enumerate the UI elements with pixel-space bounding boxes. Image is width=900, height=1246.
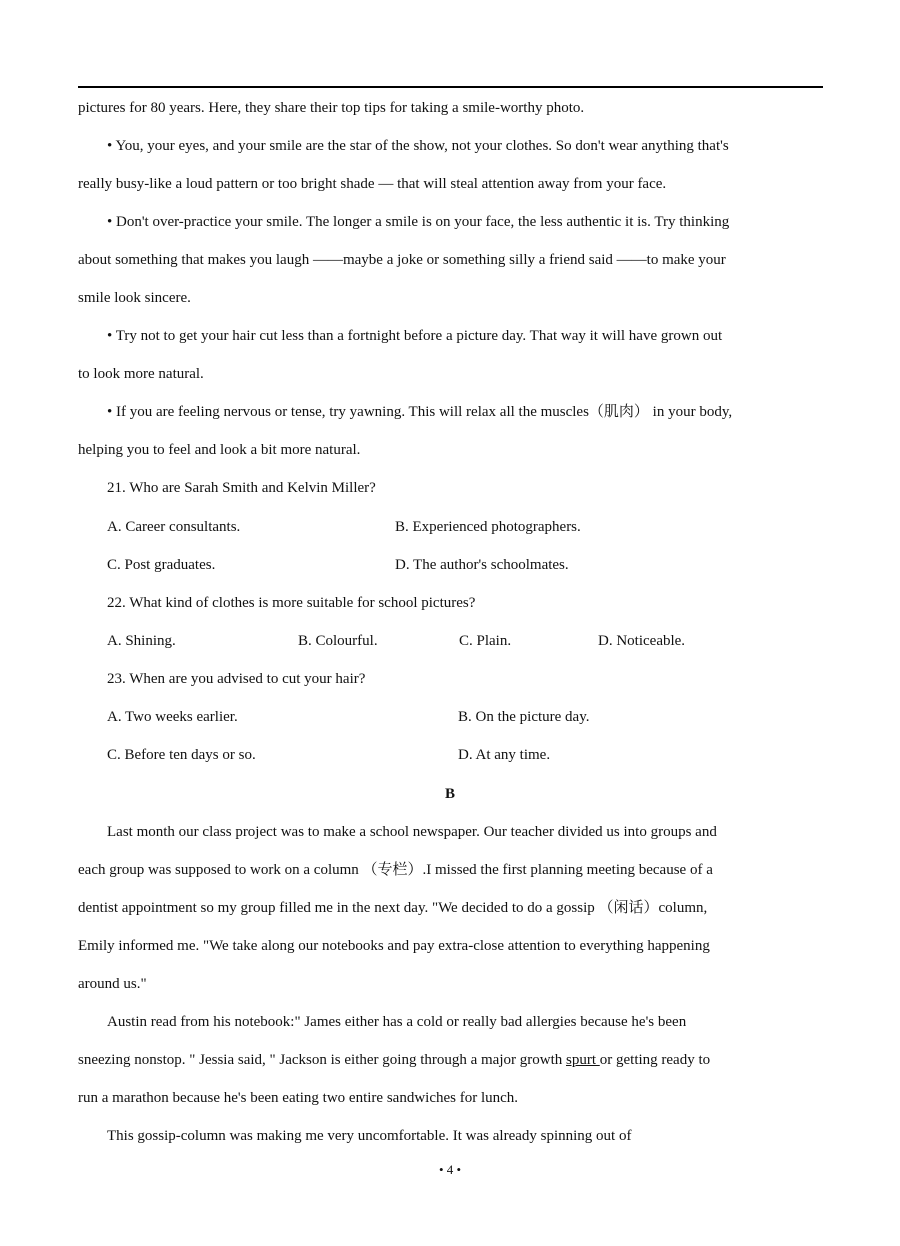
- section-heading-b: B: [444, 786, 455, 802]
- underlined-word-spurt: spurt: [566, 1052, 600, 1068]
- text-line: helping you to feel and look a bit more natural.: [78, 442, 361, 458]
- q21-option-d: D. The author's schoolmates.: [395, 557, 569, 573]
- question-21: 21. Who are Sarah Smith and Kelvin Miller?: [107, 480, 376, 496]
- text-line: about something that makes you laugh ——maybe a joke or something silly a friend said ——to make your: [78, 252, 726, 268]
- passage-b-line-sneezing: [78, 1050, 710, 1070]
- text-line: really busy-like a loud pattern or too bright shade — that will steal attention away from your face.: [78, 176, 667, 192]
- passage-b-line: run a marathon because he's been eating two entire sandwiches for lunch.: [78, 1090, 519, 1106]
- text-span: sneezing nonstop. " Jessia said, " Jackson is either going through a major growth: [78, 1052, 566, 1068]
- question-23: 23. When are you advised to cut your hair?: [107, 671, 366, 687]
- q22-option-c: C. Plain.: [459, 633, 512, 649]
- bullet-hair: • Try not to get your hair cut less than a fortnight before a picture day. That way it will have grown out: [107, 328, 723, 344]
- passage-b-line: This gossip-column was making me very uncomfortable. It was already spinning out of: [107, 1128, 632, 1144]
- q23-option-b: B. On the picture day.: [458, 709, 590, 725]
- text-line: smile look sincere.: [78, 290, 191, 306]
- q21-option-c: C. Post graduates.: [107, 557, 216, 573]
- bullet-smile: • Don't over-practice your smile. The longer a smile is on your face, the less authentic it is. Try thinking: [107, 214, 730, 230]
- top-rule: [78, 86, 823, 88]
- text-line: to look more natural.: [78, 366, 204, 382]
- passage-b-line: around us.": [78, 976, 147, 992]
- q23-option-a: A. Two weeks earlier.: [107, 709, 238, 725]
- passage-b-line: each group was supposed to work on a column （专栏）.I missed the first planning meeting because of a: [78, 862, 713, 878]
- q22-option-d: D. Noticeable.: [598, 633, 686, 649]
- text-line: pictures for 80 years. Here, they share their top tips for taking a smile-worthy photo.: [78, 100, 585, 116]
- bullet-clothes: • You, your eyes, and your smile are the star of the show, not your clothes. So don't wear anything that's: [107, 138, 729, 154]
- passage-b-line: dentist appointment so my group filled me in the next day. "We decided to do a gossip （闲话）column,: [78, 900, 708, 916]
- text-span: or getting ready to: [599, 1052, 711, 1068]
- q23-option-c: C. Before ten days or so.: [107, 747, 256, 763]
- q21-option-b: B. Experienced photographers.: [395, 519, 581, 535]
- passage-b-line: Emily informed me. "We take along our notebooks and pay extra-close attention to everything happening: [78, 938, 710, 954]
- bullet-yawning: • If you are feeling nervous or tense, try yawning. This will relax all the muscles（肌肉） in your body,: [107, 404, 733, 420]
- page-number: • 4 •: [438, 1162, 462, 1177]
- q22-option-b: B. Colourful.: [298, 633, 378, 649]
- q21-option-a: A. Career consultants.: [107, 519, 241, 535]
- question-22: 22. What kind of clothes is more suitable for school pictures?: [107, 595, 476, 611]
- passage-b-line: Austin read from his notebook:" James either has a cold or really bad allergies because he's been: [107, 1014, 687, 1030]
- passage-b-line: Last month our class project was to make a school newspaper. Our teacher divided us into groups and: [107, 824, 717, 840]
- q22-option-a: A. Shining.: [107, 633, 176, 649]
- q23-option-d: D. At any time.: [458, 747, 551, 763]
